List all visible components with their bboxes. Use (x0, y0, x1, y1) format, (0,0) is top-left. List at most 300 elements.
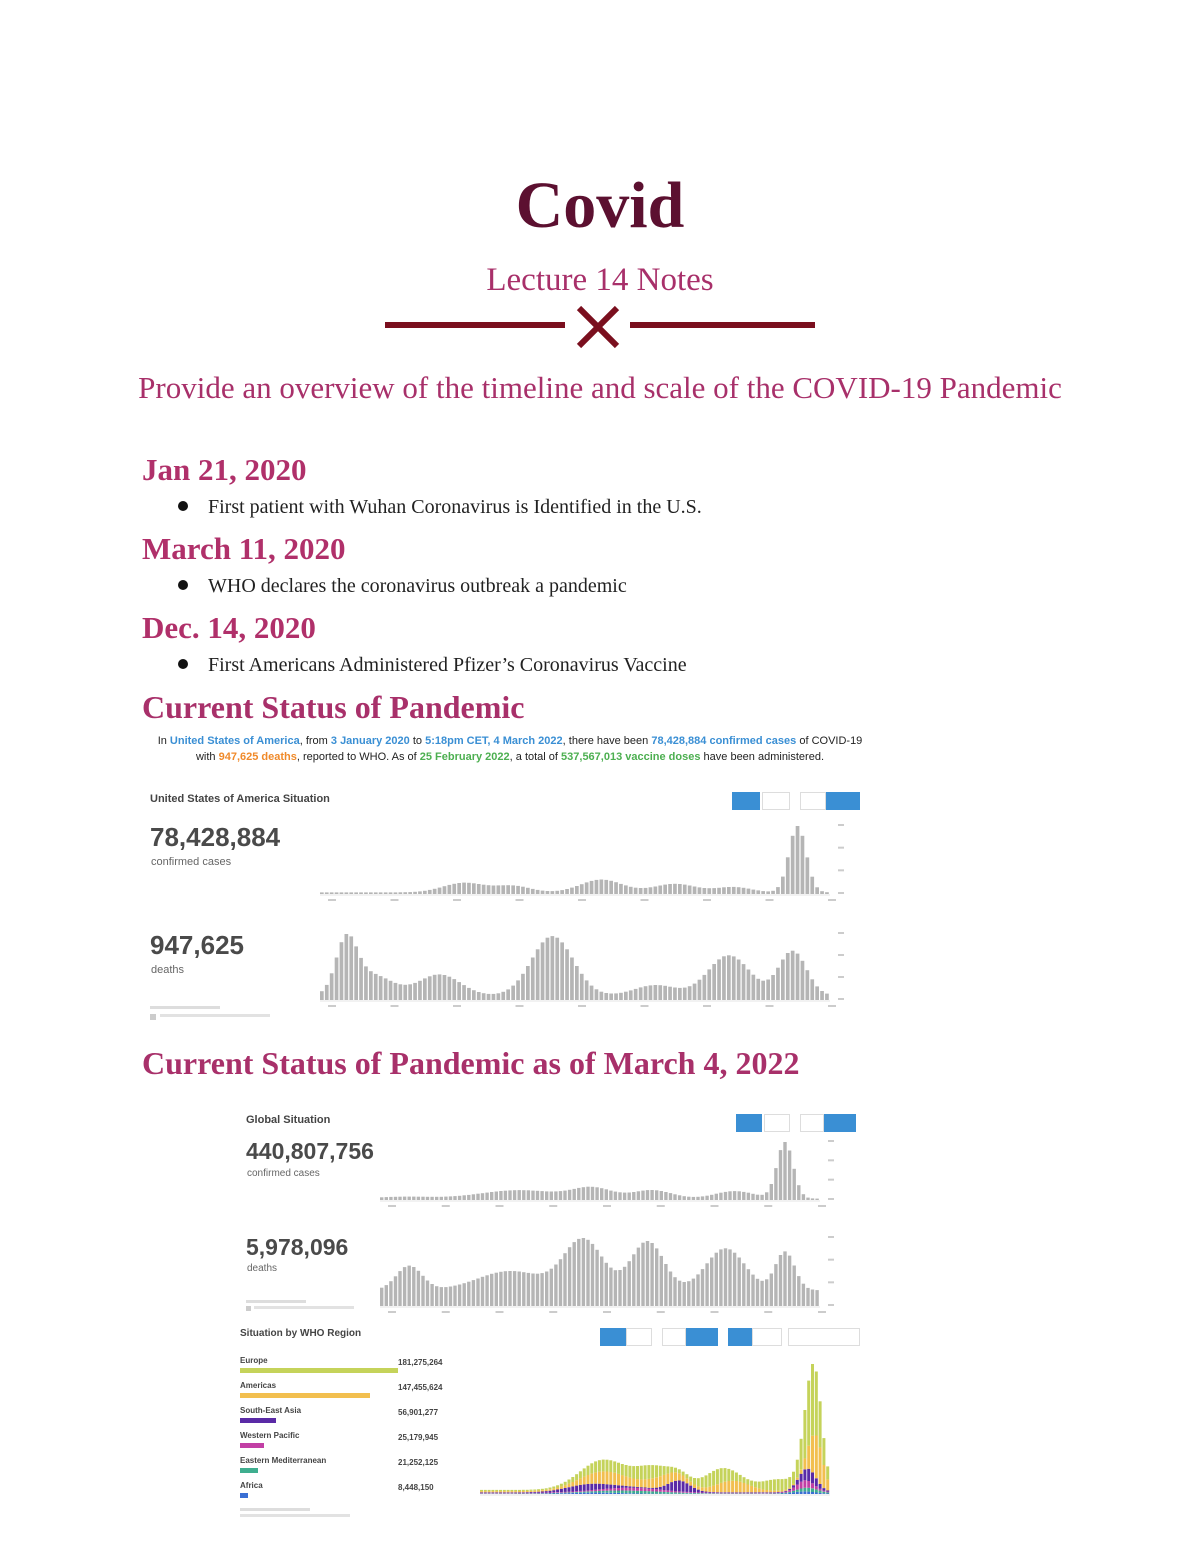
region-stack-segment (716, 1469, 719, 1484)
deaths-bar (481, 1277, 484, 1306)
region-stack-segment (800, 1482, 803, 1489)
region-stack-segment (674, 1468, 677, 1473)
deaths-bar (797, 1276, 800, 1306)
deaths-bar (727, 955, 731, 1000)
deaths-bar (646, 1241, 649, 1306)
region-stack-segment (796, 1490, 799, 1492)
region-stack-segment (727, 1492, 730, 1493)
x-tick-label (703, 899, 711, 901)
deaths-bar (521, 974, 525, 1000)
region-stack-segment (822, 1488, 825, 1491)
region-stack-segment (784, 1490, 787, 1491)
region-bar (240, 1393, 370, 1398)
x-tick-label (549, 1205, 557, 1207)
region-stack-segment (568, 1480, 571, 1484)
cases-bar (575, 886, 579, 894)
region-stack-segment (560, 1484, 563, 1487)
region-stack-segment (647, 1488, 650, 1489)
deaths-bar (541, 942, 545, 1000)
deaths-bar (722, 956, 726, 1000)
cases-bar (476, 1194, 479, 1200)
region-stack-segment (533, 1493, 536, 1494)
deaths-bar (673, 988, 677, 1001)
region-stack-segment (590, 1474, 593, 1484)
deaths-bar (354, 946, 358, 1000)
cases-bar (438, 888, 442, 894)
region-stack-segment (647, 1479, 650, 1488)
region-stack-segment (701, 1493, 704, 1494)
cases-bar (511, 885, 515, 894)
region-stack-segment (743, 1483, 746, 1492)
cases-bar (793, 1169, 796, 1200)
deaths-bar (678, 988, 682, 1000)
region-stack-segment (625, 1465, 628, 1476)
y-tick-label (828, 1198, 834, 1200)
region-row[interactable] (240, 1431, 450, 1456)
region-stack-segment (663, 1475, 666, 1486)
region-stack-segment (590, 1484, 593, 1490)
region-stack-segment (784, 1493, 787, 1494)
cases-bar (728, 1191, 731, 1200)
deaths-bar (379, 976, 383, 1000)
cases-bar (811, 1198, 814, 1200)
weekly-toggle[interactable] (686, 1328, 718, 1346)
region-row[interactable] (240, 1381, 450, 1406)
deaths-bar (550, 1269, 553, 1306)
deaths-bar (747, 970, 751, 1001)
who-summary-text: In United States of America, from 3 January 2020 to 5:18pm CET, 4 March 2022, there have been 78,428,884 confirmed cases of COVID-19 with 947,625 deaths, reported to WHO. As of 25 February 2022, a total of 537,567,013 vaccine doses have been administered. (157, 735, 863, 763)
cases-bar (568, 1190, 571, 1200)
region-stack-segment (762, 1492, 765, 1493)
deaths-bar (452, 979, 456, 1000)
timeline-text-2: WHO declares the coronavirus outbreak a pandemic (208, 575, 627, 597)
deaths-bar (443, 975, 447, 1000)
region-stack-segment (682, 1481, 685, 1491)
deaths-bar (516, 980, 520, 1000)
region-stack-segment (781, 1494, 784, 1495)
deaths-bar (394, 1276, 397, 1306)
region-stack-segment (640, 1488, 643, 1491)
cases-bar (751, 1194, 754, 1200)
region-row[interactable] (240, 1481, 450, 1506)
region-stack-segment (602, 1491, 605, 1493)
bar-view-toggle[interactable] (732, 792, 760, 810)
region-stack-segment (712, 1492, 715, 1493)
region-stack-segment (503, 1491, 506, 1492)
region-stack-segment (689, 1492, 692, 1493)
region-stack-segment (549, 1488, 552, 1490)
daily-toggle[interactable] (800, 792, 826, 810)
region-stack-segment (819, 1493, 822, 1494)
cases-bar (650, 1190, 653, 1200)
region-stack-segment (556, 1488, 559, 1490)
region-stack-segment (819, 1447, 822, 1484)
x-tick-label (764, 1311, 772, 1313)
cases-bar (482, 885, 486, 894)
cases-bar (477, 884, 481, 894)
cases-bar (806, 1198, 809, 1200)
cases-bar (394, 892, 398, 894)
region-stack-segment (564, 1492, 567, 1493)
region-stack-segment (781, 1492, 784, 1493)
region-stack-segment (552, 1487, 555, 1489)
region-stack-segment (609, 1472, 612, 1485)
cases-bar (577, 1188, 580, 1200)
region-stack-segment (750, 1481, 753, 1486)
cases-bar (354, 892, 358, 894)
deaths-bar (335, 958, 339, 1001)
deaths-toggle[interactable] (752, 1328, 782, 1346)
cases-bar (742, 1192, 745, 1200)
cases-bar (369, 892, 373, 894)
y-tick-label (838, 932, 844, 934)
legend-note (254, 1306, 354, 1309)
region-stack-segment (739, 1492, 742, 1493)
region-stack-segment (594, 1484, 597, 1490)
region-name: Europe (240, 1356, 268, 1365)
cases-bar (654, 887, 658, 895)
region-stack-segment (689, 1477, 692, 1482)
region-stack-segment (682, 1492, 685, 1493)
deaths-bar (696, 1274, 699, 1306)
deaths-bar (380, 1288, 383, 1306)
daily-toggle[interactable] (800, 1114, 824, 1132)
region-stack-segment (606, 1489, 609, 1491)
region-stack-segment (735, 1473, 738, 1482)
region-bar (240, 1443, 264, 1448)
region-row[interactable] (240, 1456, 450, 1481)
cases-bar (421, 1197, 424, 1200)
region-select[interactable] (788, 1328, 860, 1346)
region-stack-segment (750, 1492, 753, 1493)
deaths-bar (770, 1274, 773, 1307)
cases-bar (688, 886, 692, 895)
deaths-bar (692, 1279, 695, 1306)
us-deaths-bar-chart (320, 930, 860, 1008)
region-list (240, 1356, 450, 1506)
deaths-bar (715, 1253, 718, 1306)
region-stack-segment (731, 1470, 734, 1480)
region-stack-segment (754, 1492, 757, 1493)
cases-bar (521, 887, 525, 894)
cases-bar (563, 1191, 566, 1200)
cases-bar (408, 1197, 411, 1200)
region-stack-segment (625, 1491, 628, 1494)
cases-bar (472, 883, 476, 894)
region-stack-segment (807, 1446, 810, 1469)
deaths-bar (536, 949, 540, 1000)
cases-bar (715, 1194, 718, 1200)
region-stack-segment (670, 1467, 673, 1473)
region-stack-segment (762, 1489, 765, 1492)
region-stack-segment (659, 1487, 662, 1490)
deaths-bar (398, 1271, 401, 1306)
deaths-bar (340, 942, 344, 1000)
deaths-bar (417, 1271, 420, 1306)
cases-bar (449, 1196, 452, 1200)
deaths-bar (522, 1272, 525, 1306)
cases-bar (516, 886, 520, 894)
deaths-bar (444, 1287, 447, 1306)
cases-bar (732, 887, 736, 894)
region-stack-segment (537, 1489, 540, 1490)
bar-view-toggle[interactable] (736, 1114, 762, 1132)
region-stack-segment (712, 1493, 715, 1494)
deaths-bar (781, 960, 785, 1001)
region-stack-segment (803, 1492, 806, 1495)
deaths-bar (364, 966, 368, 1000)
cases-bar (551, 891, 555, 894)
region-stack-segment (598, 1491, 601, 1493)
region-stack-segment (811, 1436, 814, 1473)
deaths-bar (639, 987, 643, 1000)
cases-bar (703, 888, 707, 894)
region-stack-segment (773, 1479, 776, 1490)
cases-bar (747, 1193, 750, 1200)
cases-bar (490, 1192, 493, 1200)
x-tick-label (442, 1311, 450, 1313)
line-view-toggle[interactable] (626, 1328, 652, 1346)
region-row[interactable] (240, 1356, 450, 1381)
cases-bar (540, 1191, 543, 1200)
region-stack-segment (792, 1485, 795, 1488)
x-tick-label (641, 1005, 649, 1007)
region-stack-segment (815, 1478, 818, 1486)
region-stack-segment (705, 1492, 708, 1493)
cases-bar (320, 892, 324, 894)
cases-bar (364, 892, 368, 894)
region-stack-segment (583, 1491, 586, 1492)
region-stack-segment (697, 1490, 700, 1493)
deaths-bar (673, 1277, 676, 1306)
bar-view-toggle[interactable] (600, 1328, 626, 1346)
region-stack-segment (522, 1490, 525, 1491)
region-stack-segment (533, 1491, 536, 1492)
cases-bar (417, 1197, 420, 1200)
region-stack-segment (632, 1491, 635, 1494)
region-stack-segment (678, 1469, 681, 1473)
deaths-bar (487, 994, 491, 1000)
region-stack-segment (727, 1481, 730, 1492)
region-value: 56,901,277 (398, 1408, 439, 1417)
region-stack-segment (556, 1493, 559, 1494)
cases-bar (733, 1191, 736, 1200)
deaths-bar (575, 966, 579, 1000)
region-stack-segment (807, 1469, 810, 1481)
region-stack-segment (655, 1489, 658, 1491)
deaths-bar (467, 1282, 470, 1306)
cases-bar (687, 1197, 690, 1200)
x-tick-label (818, 1311, 826, 1313)
region-stack-segment (693, 1478, 696, 1485)
region-stack-segment (712, 1493, 715, 1494)
cases-bar (765, 1192, 768, 1200)
region-stack-segment (484, 1490, 487, 1491)
deaths-bar (504, 1271, 507, 1306)
region-stack-segment (754, 1481, 757, 1487)
deaths-bar (761, 981, 765, 1000)
region-stack-segment (560, 1489, 563, 1492)
cases-bar (658, 886, 662, 895)
region-stack-segment (781, 1490, 784, 1491)
cases-bar (452, 884, 456, 894)
region-stack-segment (590, 1493, 593, 1494)
deaths-bar (793, 1266, 796, 1307)
region-stack-segment (510, 1490, 513, 1491)
region-stack-segment (579, 1478, 582, 1485)
weekly-toggle[interactable] (826, 792, 860, 810)
cases-toggle[interactable] (728, 1328, 752, 1346)
region-stack-segment (769, 1490, 772, 1492)
cases-bar (522, 1190, 525, 1200)
cases-bar (384, 892, 388, 894)
cases-bar (774, 1168, 777, 1200)
region-stack-segment (670, 1473, 673, 1483)
deaths-bar (349, 936, 353, 1000)
region-stack-segment (606, 1491, 609, 1493)
region-stack-segment (701, 1491, 704, 1493)
deaths-bar (506, 989, 510, 1000)
region-stack-segment (788, 1477, 791, 1488)
region-stack-segment (689, 1482, 692, 1486)
region-stack-segment (545, 1493, 548, 1494)
cases-bar (791, 836, 795, 894)
section-heading-as-of-date: Current Status of Pandemic as of March 4, 2022 (142, 1045, 800, 1081)
cases-bar (624, 885, 628, 894)
deaths-bar (760, 1281, 763, 1306)
region-stack-segment (788, 1488, 791, 1489)
deaths-bar (490, 1274, 493, 1306)
region-stack-segment (750, 1486, 753, 1492)
region-stack-segment (491, 1491, 494, 1492)
country-link[interactable]: United States of America (169, 735, 300, 747)
region-stack-segment (796, 1480, 799, 1485)
x-tick-label (496, 1311, 504, 1313)
cases-bar (430, 1197, 433, 1200)
region-stack-segment (632, 1493, 635, 1494)
region-stack-segment (583, 1492, 586, 1493)
x-tick-label (328, 1005, 336, 1007)
region-stack-segment (822, 1492, 825, 1494)
region-stack-segment (792, 1492, 795, 1494)
region-stack-segment (628, 1486, 631, 1488)
deaths-bar (624, 992, 628, 1000)
deaths-bar (449, 1287, 452, 1307)
y-tick-label (838, 869, 844, 871)
region-stack-segment (670, 1482, 673, 1491)
region-stack-segment (636, 1488, 639, 1491)
region-stack-segment (632, 1479, 635, 1487)
timeline-item-3 (178, 654, 687, 677)
region-stack-segment (571, 1492, 574, 1493)
region-stack-segment (693, 1488, 696, 1492)
deaths-bar (403, 985, 407, 1000)
daily-toggle[interactable] (662, 1328, 686, 1346)
region-stack-segment (613, 1485, 616, 1488)
deaths-bar (641, 1243, 644, 1306)
region-stack-segment (815, 1492, 818, 1494)
cases-bar (683, 1196, 686, 1200)
region-stack-segment (792, 1491, 795, 1493)
deaths-bar (492, 994, 496, 1000)
region-stack-segment (613, 1461, 616, 1472)
y-tick-label (838, 824, 844, 826)
region-stack-segment (590, 1491, 593, 1492)
region-stack-segment (510, 1493, 513, 1494)
region-stack-segment (826, 1492, 829, 1493)
region-stack-segment (625, 1486, 628, 1488)
region-stack-segment (666, 1484, 669, 1491)
legend-note (240, 1514, 350, 1517)
x-tick-label (549, 1311, 557, 1313)
x-tick-label (818, 1205, 826, 1207)
region-stack-segment (819, 1401, 822, 1447)
region-stack-segment (781, 1492, 784, 1493)
region-stack-segment (784, 1491, 787, 1492)
cases-bar (614, 882, 618, 894)
region-stack-segment (609, 1491, 612, 1493)
region-stack-segment (583, 1493, 586, 1494)
deaths-bar (732, 956, 736, 1000)
region-stack-segment (663, 1490, 666, 1492)
region-row[interactable] (240, 1406, 450, 1431)
region-name: South-East Asia (240, 1406, 302, 1415)
region-stack-segment (549, 1491, 552, 1493)
region-stack-segment (537, 1492, 540, 1493)
deaths-bar (742, 1263, 745, 1306)
deaths-bar (418, 981, 422, 1000)
cases-bar (487, 885, 491, 894)
cases-bar (325, 892, 329, 894)
region-stack-segment (609, 1460, 612, 1472)
region-stack-segment (803, 1458, 806, 1469)
cases-bar (641, 1191, 644, 1200)
x-tick-label (328, 899, 336, 901)
region-chart-toggles (600, 1328, 860, 1351)
region-stack-segment (765, 1492, 768, 1493)
region-stack-segment (826, 1466, 829, 1479)
region-stack-segment (682, 1472, 685, 1476)
region-stack-segment (606, 1472, 609, 1485)
region-stack-segment (606, 1493, 609, 1494)
region-stack-segment (807, 1481, 810, 1488)
region-stack-segment (510, 1491, 513, 1492)
cases-bar (678, 1195, 681, 1200)
region-stack-segment (769, 1492, 772, 1493)
bullet-icon (178, 659, 188, 669)
deaths-bar (654, 985, 658, 1000)
cases-bar (443, 886, 447, 894)
timeline-date-3: Dec. 14, 2020 (142, 610, 316, 645)
line-view-toggle[interactable] (764, 1114, 790, 1132)
deaths-bar (408, 1266, 411, 1306)
cases-bar (408, 892, 412, 894)
cases-bar (781, 877, 785, 894)
region-stack-segment (647, 1489, 650, 1492)
x-tick-label (603, 1311, 611, 1313)
region-stack-segment (583, 1468, 586, 1476)
deaths-bar (771, 975, 775, 1000)
cases-bar (705, 1196, 708, 1200)
region-stack-segment (731, 1481, 734, 1493)
cases-bar (614, 1192, 617, 1200)
line-view-toggle[interactable] (762, 792, 790, 810)
region-stack-segment (815, 1489, 818, 1492)
region-stack-segment (640, 1494, 643, 1495)
deaths-bar (825, 994, 829, 1000)
weekly-toggle[interactable] (824, 1114, 856, 1132)
deaths-bar (605, 1263, 608, 1306)
